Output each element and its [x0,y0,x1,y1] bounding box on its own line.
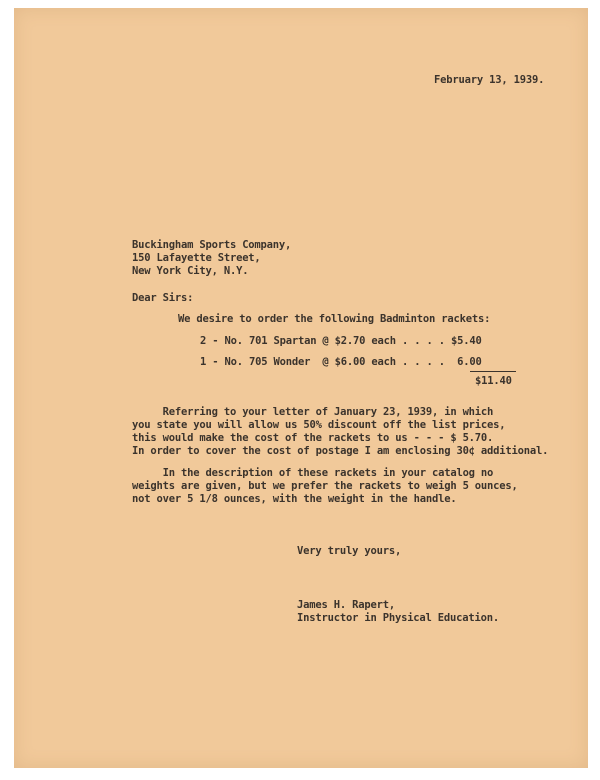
closing: Very truly yours, [297,545,402,557]
paragraph-1-line-2: you state you will allow us 50% discount off the list prices, [132,419,506,431]
total-rule [470,371,516,372]
order-line-wonder: 1 - No. 705 Wonder @ $6.00 each . . . . 6.00 [200,356,482,368]
recipient-line-1: Buckingham Sports Company, [132,239,292,251]
recipient-line-2: 150 Lafayette Street, [132,252,261,264]
paragraph-2-line-2: weights are given, but we prefer the rackets to weigh 5 ounces, [132,480,518,492]
paragraph-2-line-3: not over 5 1/8 ounces, with the weight in the handle. [132,493,457,505]
paragraph-1-line-4: In order to cover the cost of postage I am enclosing 30¢ additional. [132,445,549,457]
order-intro: We desire to order the following Badminton rackets: [178,313,491,325]
order-total: $11.40 [475,375,512,387]
salutation: Dear Sirs: [132,292,194,304]
paragraph-1-line-3: this would make the cost of the rackets to us - - - $ 5.70. [132,432,494,444]
order-line-spartan: 2 - No. 701 Spartan @ $2.70 each . . . . $5.40 [200,335,482,347]
signer-name: James H. Rapert, [297,599,395,611]
recipient-line-3: New York City, N.Y. [132,265,249,277]
paragraph-2-line-1: In the description of these rackets in your catalog no [132,467,494,479]
paragraph-1-line-1: Referring to your letter of January 23, 1939, in which [132,406,494,418]
letter-date: February 13, 1939. [434,74,545,86]
signer-title: Instructor in Physical Education. [297,612,500,624]
letter-page [14,8,588,768]
